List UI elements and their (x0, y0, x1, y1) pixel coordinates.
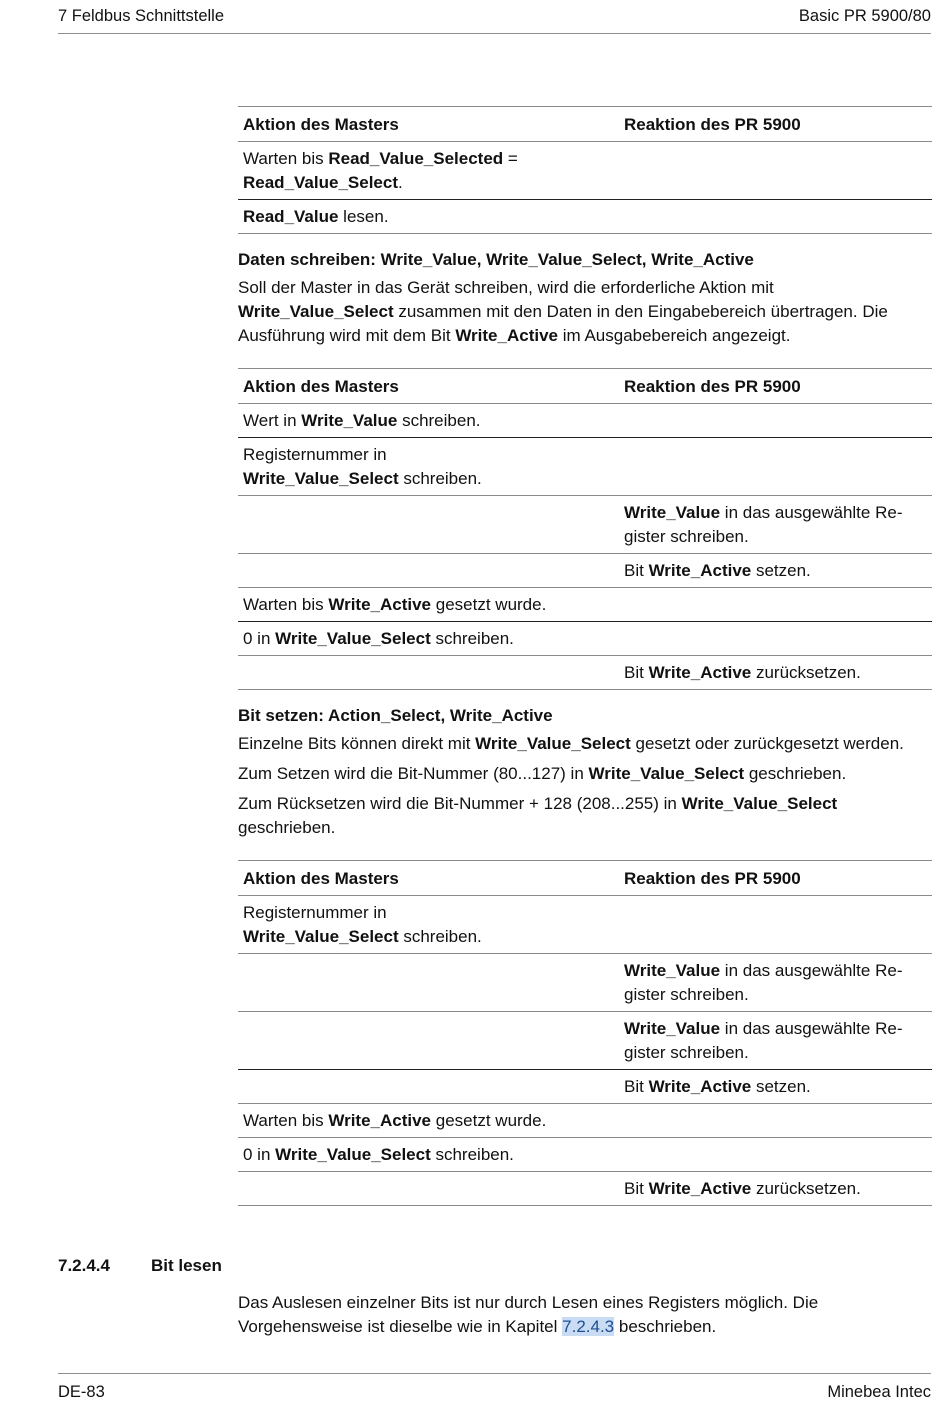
column-header-reaction: Reaktion des PR 5900 (619, 861, 932, 896)
table-row (238, 1070, 932, 1104)
header-rule (58, 33, 931, 34)
reaction-cell (619, 896, 932, 954)
master-action-cell: 0 in Write_Value_Select schreiben. (238, 1138, 619, 1172)
master-action-cell (238, 954, 619, 1012)
table-row (238, 1138, 932, 1172)
table-row (238, 1104, 932, 1138)
master-action-cell: Warten bis Write_Active gesetzt wurde. (238, 1104, 619, 1138)
reaction-cell (619, 588, 932, 622)
reaction-cell (619, 200, 932, 234)
table-row (238, 622, 932, 656)
set-bit-paragraph-3: Zum Rücksetzen wird die Bit-Nummer + 128 (208...255) in Write_Value_Select geschrieben. (238, 794, 838, 837)
set-bit-paragraph-2: Zum Setzen wird die Bit-Nummer (80...127) in Write_Value_Select geschrieben. (238, 764, 847, 783)
action-table-write (238, 368, 932, 690)
set-bit-paragraph-1: Einzelne Bits können direkt mit Write_Value_Select gesetzt oder zurückgesetzt werden. (238, 734, 904, 753)
master-action-cell (238, 1012, 619, 1070)
reaction-cell: Bit Write_Active zurücksetzen. (619, 1172, 932, 1206)
chapter-cross-reference-link[interactable]: 7.2.4.3 (562, 1317, 615, 1336)
page-content (238, 106, 932, 1206)
table-row (238, 656, 932, 690)
reaction-cell: Bit Write_Active setzen. (619, 554, 932, 588)
section-title: Bit lesen (151, 1256, 222, 1275)
reaction-cell: Write_Value in das ausgewählte Register schreiben. (619, 954, 932, 1012)
running-header-chapter: 7 Feldbus Schnittstelle (58, 7, 225, 25)
reaction-cell (619, 1138, 932, 1172)
master-action-cell: Registernummer in Write_Value_Select schreiben. (238, 896, 619, 954)
column-header-master: Aktion des Masters (238, 861, 619, 896)
reaction-cell (619, 622, 932, 656)
reaction-cell: Write_Value in das ausgewählte Register schreiben. (619, 1012, 932, 1070)
master-action-cell (238, 496, 619, 554)
action-table-read (238, 106, 932, 234)
master-action-cell: 0 in Write_Value_Select schreiben. (238, 622, 619, 656)
table-row (238, 1172, 932, 1206)
subheading-write-data: Daten schreiben: Write_Value, Write_Value_Select, Write_Active (238, 250, 754, 269)
reaction-cell (619, 142, 932, 200)
table-row (238, 1012, 932, 1070)
table-row (238, 554, 932, 588)
master-action-cell (238, 1070, 619, 1104)
footer-rule (58, 1373, 931, 1374)
table-row (238, 588, 932, 622)
table-header-row (238, 861, 932, 896)
write-description: Soll der Master in das Gerät schreiben, wird die erforderliche Aktion mit Write_Value_Select zusammen mit den Daten in den Eingabebereich übertragen. Die Ausführung wird mit dem Bit Write_Active im Ausgabebereich angezeigt. (238, 278, 888, 345)
reaction-cell: Bit Write_Active setzen. (619, 1070, 932, 1104)
column-header-master: Aktion des Masters (238, 369, 619, 404)
table-header-row (238, 369, 932, 404)
table-header-row (238, 107, 932, 142)
subheading-set-bit: Bit setzen: Action_Select, Write_Active (238, 706, 553, 725)
master-action-cell: Wert in Write_Value schreiben. (238, 404, 619, 438)
reaction-cell: Bit Write_Active zurücksetzen. (619, 656, 932, 690)
reaction-cell: Write_Value in das ausgewählte Register schreiben. (619, 496, 932, 554)
master-action-cell: Warten bis Write_Active gesetzt wurde. (238, 588, 619, 622)
page-number: DE-83 (58, 1383, 105, 1401)
reaction-cell (619, 438, 932, 496)
action-table-set-bit (238, 860, 932, 1206)
column-header-reaction: Reaktion des PR 5900 (619, 369, 932, 404)
master-action-cell (238, 656, 619, 690)
column-header-master: Aktion des Masters (238, 107, 619, 142)
section-paragraph: Das Auslesen einzelner Bits ist nur durch Lesen eines Registers möglich. Die Vorgehensweise ist dieselbe wie in Kapitel 7.2.4.3 beschrieben. (238, 1293, 819, 1336)
master-action-cell (238, 1172, 619, 1206)
section-number: 7.2.4.4 (58, 1256, 110, 1275)
column-header-reaction: Reaktion des PR 5900 (619, 107, 932, 142)
master-action-cell: Registernummer in Write_Value_Select schreiben. (238, 438, 619, 496)
table-row (238, 438, 932, 496)
running-header-product: Basic PR 5900/80 (798, 7, 931, 25)
footer-brand: Minebea Intec (827, 1383, 931, 1401)
table-row (238, 954, 932, 1012)
master-action-cell (238, 554, 619, 588)
reaction-cell (619, 404, 932, 438)
table-row (238, 404, 932, 438)
table-row (238, 896, 932, 954)
table-row (238, 142, 932, 200)
table-row (238, 496, 932, 554)
reaction-cell (619, 1104, 932, 1138)
master-action-cell: Warten bis Read_Value_Selected = Read_Value_Select. (238, 142, 619, 200)
master-action-cell: Read_Value lesen. (238, 200, 619, 234)
table-row (238, 200, 932, 234)
